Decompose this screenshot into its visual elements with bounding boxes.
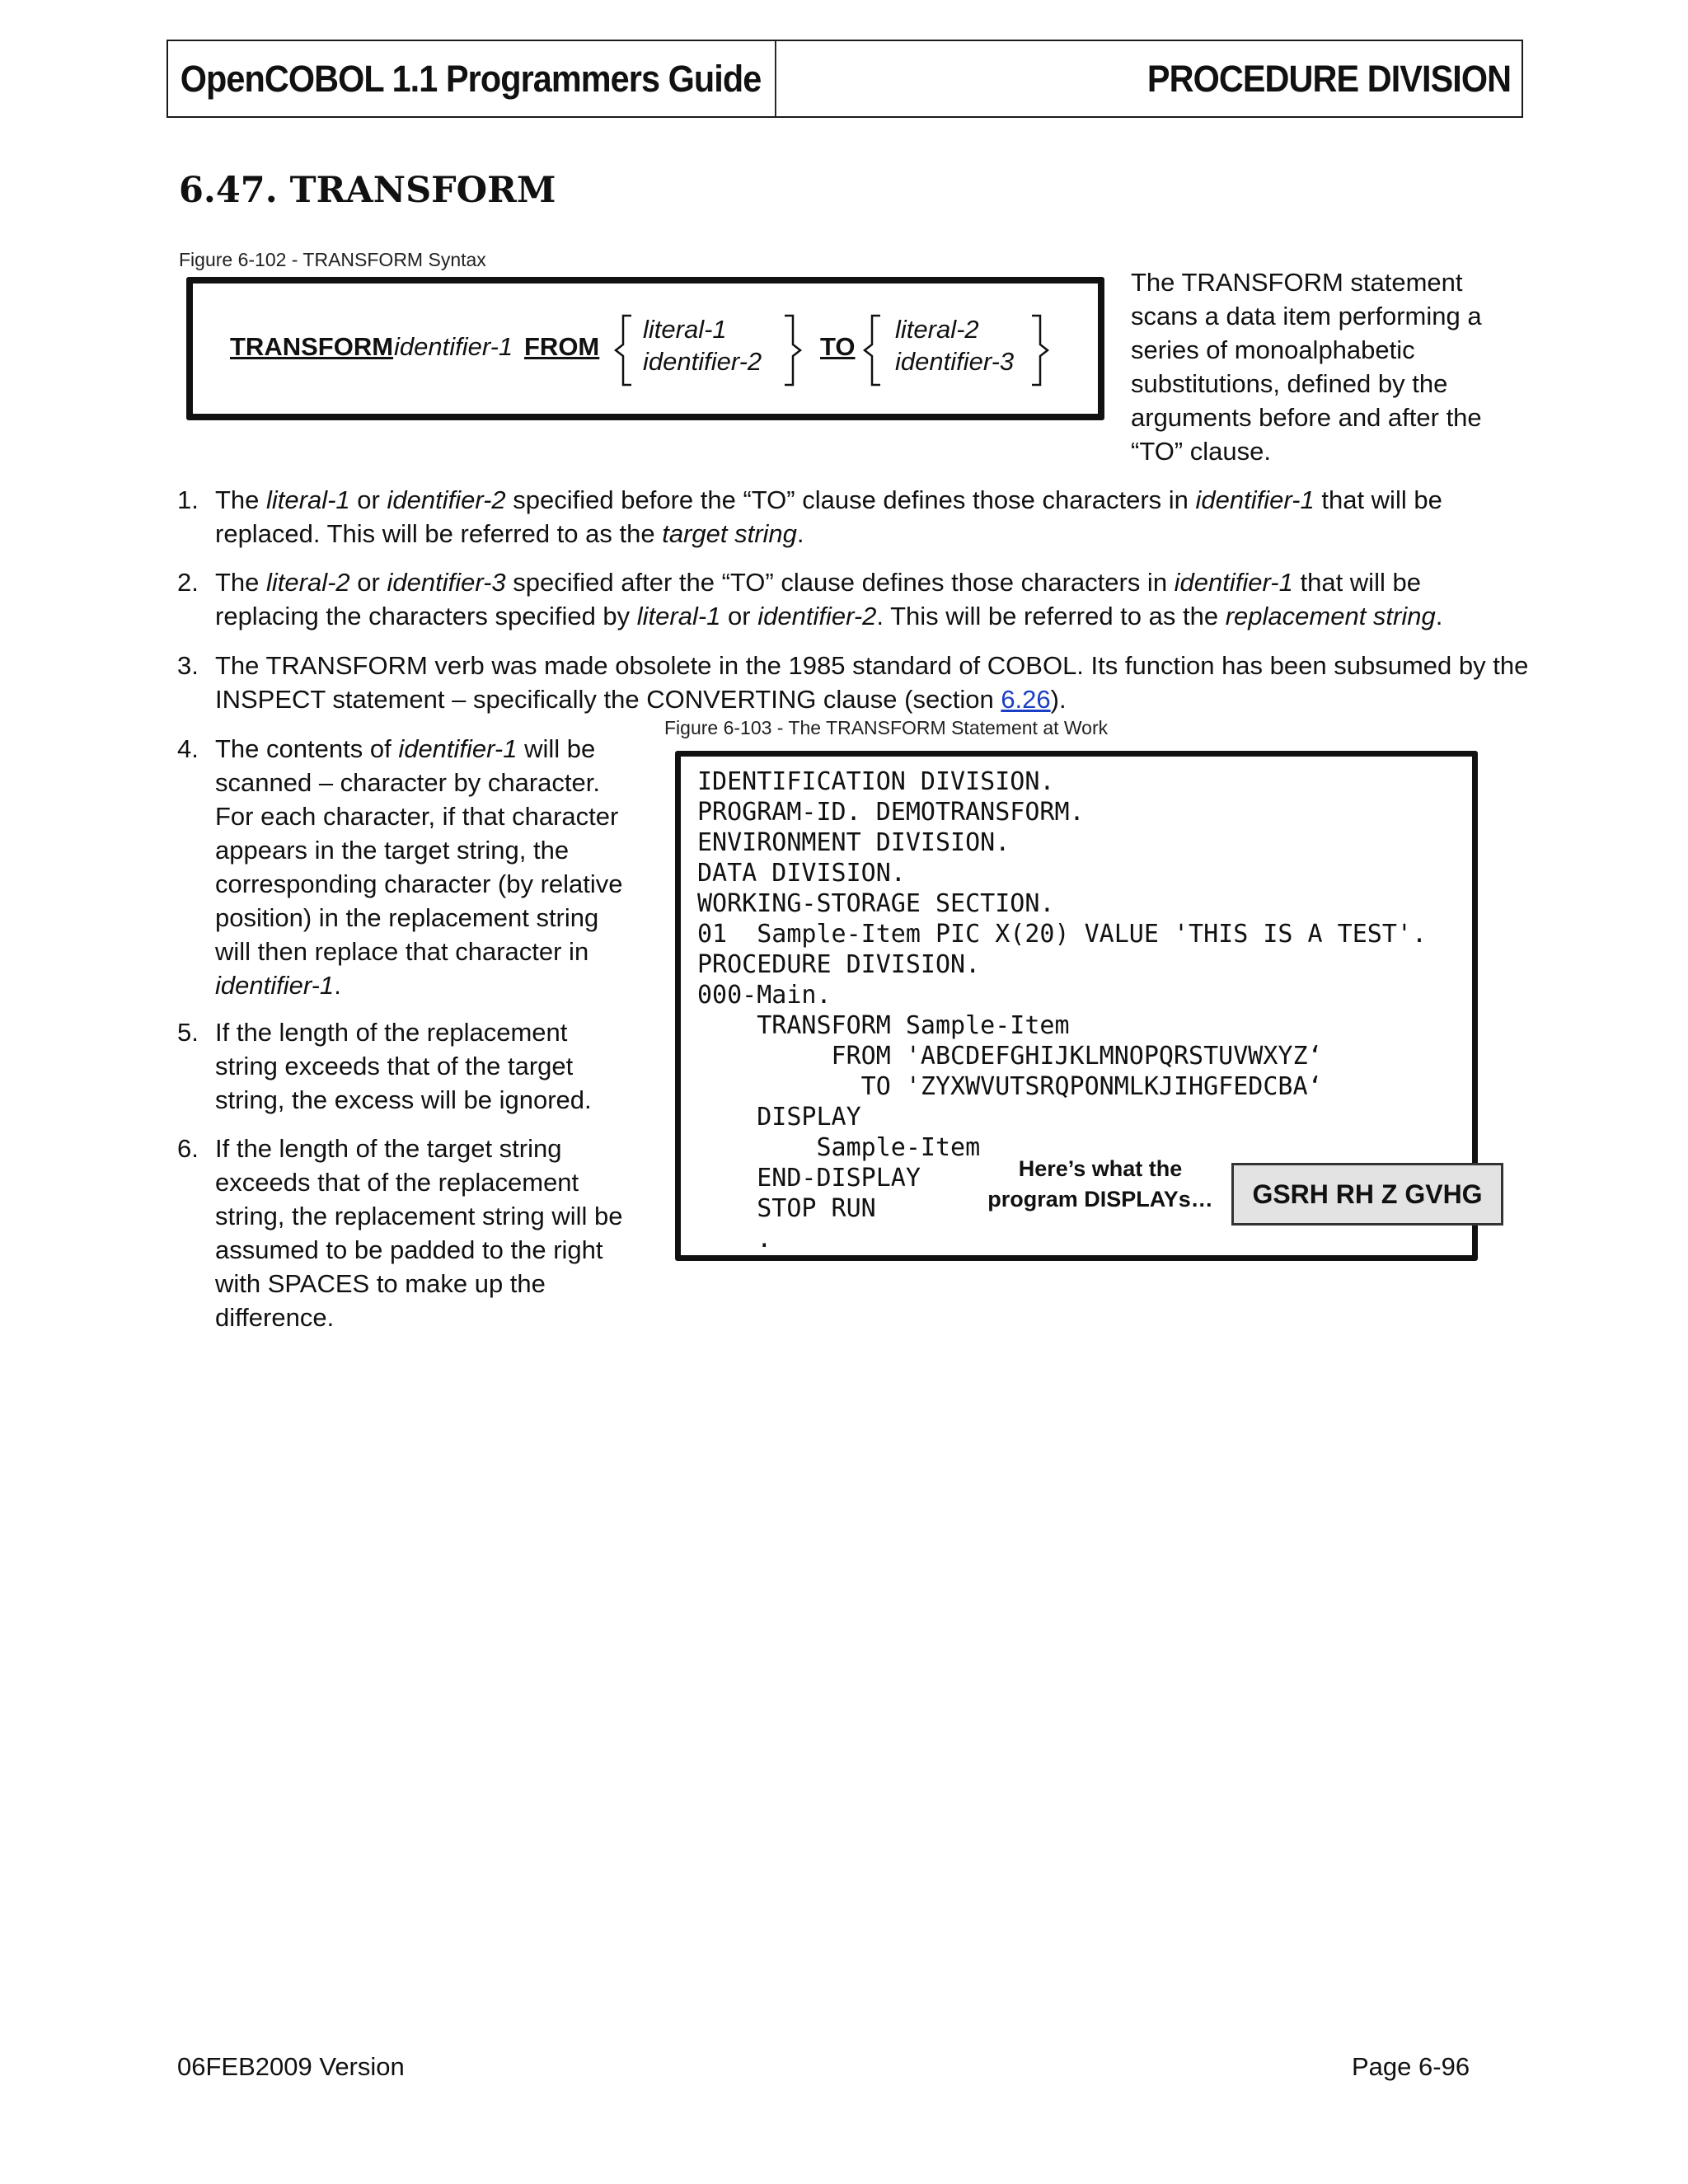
text-run: string, the replacement string will be [215,1202,623,1230]
text-run: appears in the target string, the [215,836,570,865]
code-line: WORKING-STORAGE SECTION. [697,889,1055,918]
header-guide-title: OpenCOBOL 1.1 Programmers Guide [168,41,776,116]
text-run: or [349,568,387,597]
text-run: . This will be referred to as the [876,602,1226,630]
code-line: 000-Main. [697,981,832,1010]
text-run: specified before the “TO” clause defines those characters in [505,485,1196,514]
code-line: DATA DIVISION. [697,859,906,888]
section-title: 6.47. TRANSFORM [179,170,556,211]
text-run: target string [662,519,797,548]
text-run: . [1435,602,1443,630]
code-line: DISPLAY [697,1103,861,1132]
side-description-line: The TRANSFORM statement [1131,268,1463,297]
header-section-title: PROCEDURE DIVISION [1146,57,1512,100]
text-run: corresponding character (by relative [215,869,623,898]
code-line: TRANSFORM Sample-Item [697,1011,1070,1040]
display-output-label [981,1154,1220,1215]
text-run: . [796,519,804,548]
text-run: with SPACES to make up the [215,1269,546,1298]
code-line: IDENTIFICATION DIVISION. [697,767,1055,796]
side-description-line: series of monoalphabetic [1131,335,1415,364]
side-description [1131,265,1482,468]
syntax-diagram [186,277,1104,420]
display-label-line: Here’s what the [1018,1156,1183,1181]
code-line: PROCEDURE DIVISION. [697,950,981,979]
text-run: The TRANSFORM verb was made obsolete in the 1985 standard of COBOL. Its function has been subsumed by the [215,651,1529,680]
side-description-line: “TO” clause. [1131,437,1271,466]
code-line: Sample-Item [697,1133,981,1162]
text-run: or [349,485,387,514]
text-run: identifier-2 [387,485,506,514]
list-item-number: 2. [177,568,199,597]
text-run: identifier-1 [1195,485,1315,514]
text-run: identifier-2 [757,602,877,630]
list-item-number: 6. [177,1134,199,1163]
text-run: The contents of [215,734,399,763]
text-run: specified after the “TO” clause defines those characters in [505,568,1175,597]
footer-version: 06FEB2009 Version [177,2052,405,2081]
code-line: ENVIRONMENT DIVISION. [697,828,1010,857]
text-run: The [215,485,267,514]
section-6-26-link[interactable]: 6.26 [1001,685,1051,714]
syntax-option-identifier-3: identifier-3 [895,347,1015,376]
code-line: 01 Sample-Item PIC X(20) VALUE 'THIS IS A TEST'. [697,920,1428,949]
syntax-keyword-to: TO [820,332,856,361]
code-line: FROM 'ABCDEFGHIJKLMNOPQRSTUVWXYZ‘ [697,1042,1323,1071]
text-run: will then replace that character in [215,937,589,966]
text-run: identifier-3 [387,568,506,597]
text-run: that will be [1292,568,1421,597]
display-label-line: program DISPLAYs… [987,1187,1213,1212]
code-line: . [697,1225,772,1254]
syntax-option-literal-1: literal-1 [643,315,727,344]
text-run: scanned – character by character. [215,768,600,797]
text-run: will be [517,734,596,763]
program-output-box: GSRH RH Z GVHG [1231,1163,1503,1226]
code-line: STOP RUN [697,1194,876,1223]
list-item-number: 1. [177,485,199,514]
syntax-keyword-transform: TRANSFORM [230,332,394,361]
page-header [166,40,1523,118]
list-item-number: 4. [177,734,199,763]
syntax-option-identifier-2: identifier-2 [643,347,762,376]
left-brace-icon [613,313,635,387]
text-run: . [334,971,341,1000]
text-run: literal-1 [266,485,350,514]
text-run: If the length of the target string [215,1134,562,1163]
text-run: literal-2 [266,568,350,597]
text-run: identifier-1 [1174,568,1293,597]
figure-code-caption: Figure 6-103 - The TRANSFORM Statement at Work [664,717,1109,738]
list-item [177,1132,655,1338]
text-run: assumed to be padded to the right [215,1235,603,1264]
text-run: literal-1 [636,602,721,630]
code-line: PROGRAM-ID. DEMOTRANSFORM. [697,798,1085,827]
text-run: identifier-1 [398,734,518,763]
side-description-line: arguments before and after the [1131,403,1482,432]
syntax-option-literal-2: literal-2 [895,315,979,344]
right-brace-icon [781,313,803,387]
code-line: END-DISPLAY [697,1164,921,1193]
text-run: replaced. This will be referred to as the [215,519,663,548]
text-run: replacement string [1225,602,1436,630]
footer-page-number: Page 6-96 [1352,2052,1470,2081]
side-description-line: scans a data item performing a [1131,302,1482,330]
text-run: replacing the characters specified by [215,602,637,630]
text-run: If the length of the replacement [215,1018,568,1047]
text-run: For each character, if that character [215,802,619,831]
text-run: or [720,602,758,630]
list-item [177,483,1512,552]
list-item [177,649,1529,718]
left-brace-icon [862,313,884,387]
text-run: position) in the replacement string [215,903,599,932]
text-run: exceeds that of the replacement [215,1168,579,1197]
text-run: ). [1050,685,1067,714]
text-run: string, the excess will be ignored. [215,1085,592,1114]
code-line: TO 'ZYXWVUTSRQPONMLKJIHGFEDCBA‘ [697,1072,1323,1101]
text-run: string exceeds that of the target [215,1052,574,1080]
list-item [177,1015,639,1119]
text-run: identifier-1 [215,971,335,1000]
figure-syntax-caption: Figure 6-102 - TRANSFORM Syntax [179,249,486,270]
right-brace-icon [1029,313,1050,387]
side-description-line: substitutions, defined by the [1131,369,1448,398]
text-run: INSPECT statement – specifically the CONVERTING clause (section [215,685,1001,714]
list-item [177,565,1512,635]
syntax-identifier-1: identifier-1 [394,332,513,361]
text-run: The [215,568,267,597]
list-item-number: 3. [177,651,199,680]
text-run: difference. [215,1303,335,1332]
list-item-number: 5. [177,1018,199,1047]
text-run: that will be [1314,485,1442,514]
syntax-keyword-from: FROM [524,332,600,361]
list-item [177,732,639,1004]
